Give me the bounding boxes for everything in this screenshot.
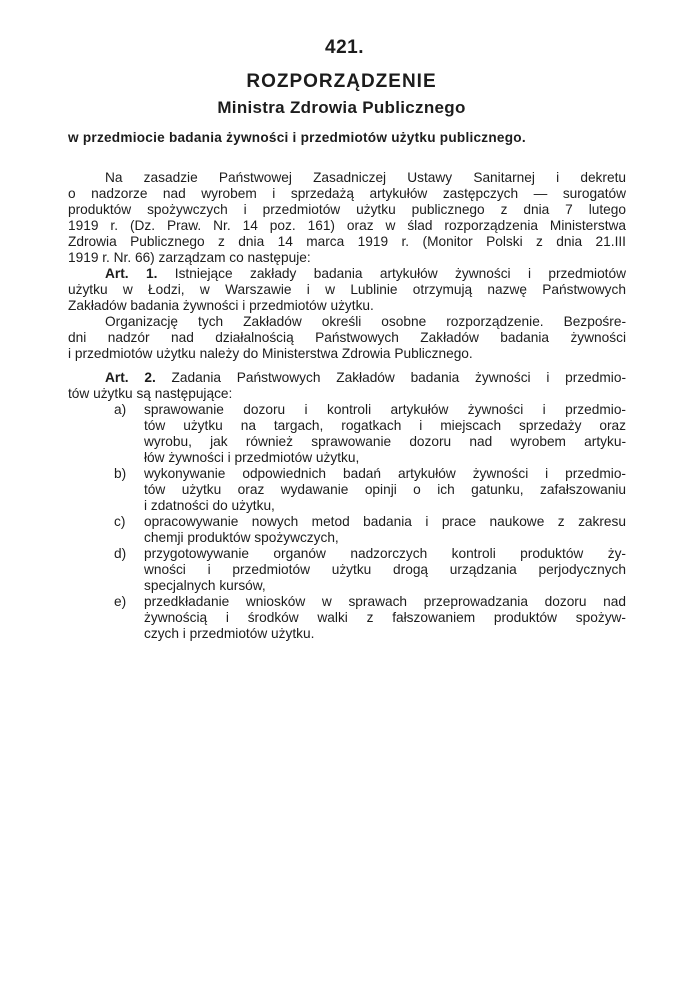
text-line: czych i przedmiotów użytku. xyxy=(144,626,315,641)
text-line: łów żywności i przedmiotów użytku, xyxy=(144,450,360,465)
article-2-label: Art. 2. xyxy=(105,370,156,385)
text-line: żywnością i środków walki z fałszowaniem produktów spożyw- xyxy=(144,610,626,625)
text-line: dni nadzór nad działalnością Państwowych Zakładów badania żywności xyxy=(68,330,626,345)
text-line xyxy=(68,266,626,282)
article-1-text: Istniejące zakłady badania artykułów żywności i przedmiotów xyxy=(174,266,626,281)
list-item xyxy=(68,546,626,594)
text-line: specjalnych kursów, xyxy=(144,578,266,593)
ministry-name: Ministra Zdrowia Publicznego xyxy=(217,98,466,117)
item-letter: a) xyxy=(114,402,127,417)
text-line: produktów spożywczych i przedmiotów użytku publicznego z dnia 7 lutego xyxy=(68,202,626,217)
item-letter: d) xyxy=(114,546,127,561)
text-line: i zdatności do użytku, xyxy=(144,498,275,513)
preamble-paragraph xyxy=(68,170,626,266)
text-line: wyrobu, jak również sprawowanie dozoru nad wyrobem artyku- xyxy=(144,434,626,449)
text-line: 1919 r. (Dz. Praw. Nr. 14 poz. 161) oraz w ślad rozporządzenia Ministerstwa xyxy=(68,218,626,233)
text-line: wności i przedmiotów użytku drogą urządzania perjodycznych xyxy=(144,562,626,577)
list-item xyxy=(68,402,626,466)
text-line: i przedmiotów użytku należy do Ministerstwa Zdrowia Publicznego. xyxy=(68,346,473,361)
text-line: wykonywanie odpowiednich badań artykułów żywności i przedmio- xyxy=(144,466,626,481)
text-line: Zakładów badania żywności i przedmiotów użytku. xyxy=(68,298,374,313)
text-line xyxy=(68,370,626,386)
ordinance-title: ROZPORZĄDZENIE xyxy=(246,71,437,92)
article-1-paragraph-2 xyxy=(68,314,626,362)
list-item xyxy=(68,514,626,546)
list-item xyxy=(68,594,626,642)
text-line: Na zasadzie Państwowej Zasadniczej Ustawy Sanitarnej i dekretu xyxy=(105,170,626,185)
text-line: sprawowanie dozoru i kontroli artykułów żywności i przedmio- xyxy=(144,402,626,417)
item-letter: e) xyxy=(114,594,127,609)
text-line: tów użytku oraz wydawanie opinji o ich gatunku, zafałszowaniu xyxy=(144,482,626,497)
text-line: tów użytku są następujące: xyxy=(68,386,233,401)
list-item xyxy=(68,466,626,514)
ordinance-number: 421. xyxy=(325,37,364,58)
article-2 xyxy=(68,370,626,642)
text-line: Organizację tych Zakładów określi osobne rozporządzenie. Bezpośre- xyxy=(105,314,626,329)
text-line: użytku w Łodzi, w Warszawie i w Lublinie otrzymują nazwę Państwowych xyxy=(68,282,626,297)
article-2-text: Zadania Państwowych Zakładów badania żywności i przedmio- xyxy=(171,370,626,385)
article-1-label: Art. 1. xyxy=(105,266,158,281)
text-line: przedkładanie wniosków w sprawach przeprowadzania dozoru nad xyxy=(144,594,626,609)
text-line: chemji produktów spożywczych, xyxy=(144,530,339,545)
article-1 xyxy=(68,266,626,314)
text-line: o nadzorze nad wyrobem i sprzedażą artykułów zastępczych — surogatów xyxy=(68,186,626,201)
item-letter: b) xyxy=(114,466,127,481)
text-line: opracowywanie nowych metod badania i prace naukowe z zakresu xyxy=(144,514,626,529)
text-line: tów użytku na targach, rogatkach i miejscach sprzedaży oraz xyxy=(144,418,626,433)
ordinance-subject: w przedmiocie badania żywności i przedmiotów użytku publicznego. xyxy=(68,130,526,145)
item-letter: c) xyxy=(114,514,126,529)
text-line: Zdrowia Publicznego z dnia 14 marca 1919 r. (Monitor Polski z dnia 21.III xyxy=(68,234,626,249)
text-line: przygotowywanie organów nadzorczych kontroli produktów ży- xyxy=(144,546,626,561)
text-line: 1919 r. Nr. 66) zarządzam co następuje: xyxy=(68,250,311,265)
